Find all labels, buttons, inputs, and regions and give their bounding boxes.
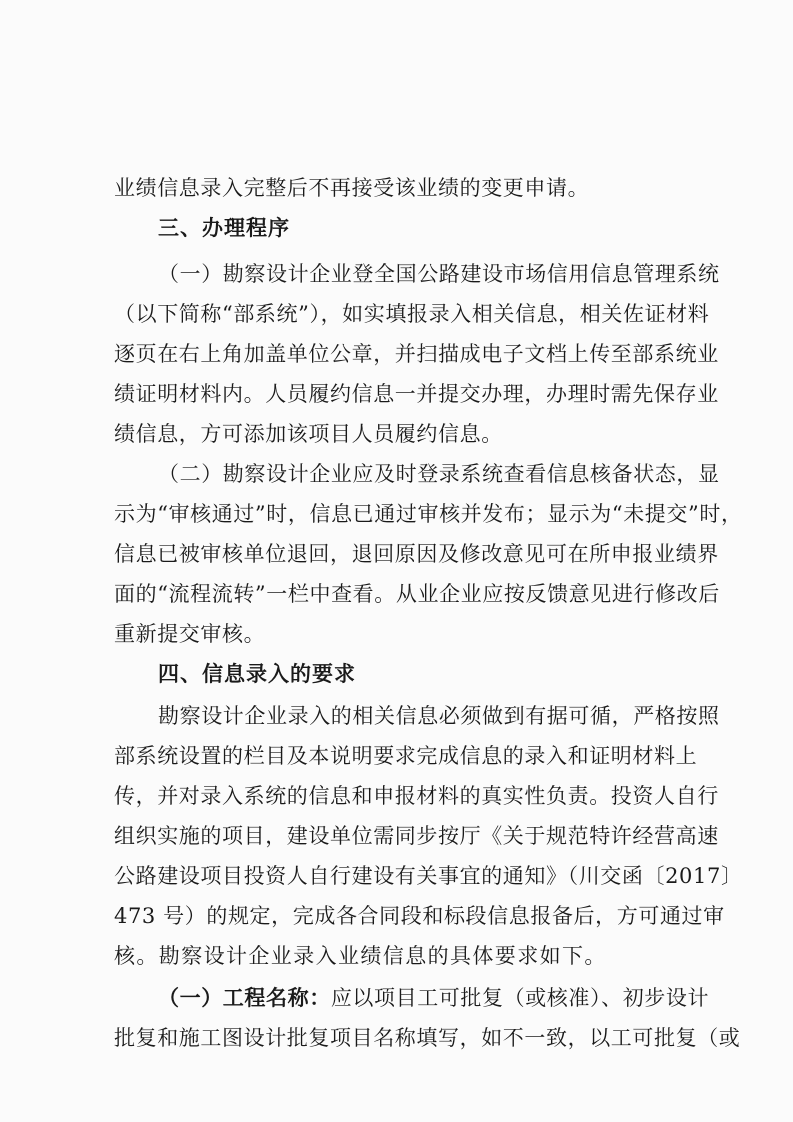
body-line-12: 重新提交审核。: [114, 622, 266, 646]
section-heading-requirements: 四、信息录入的要求: [158, 662, 356, 686]
item-label-project-name: （一）工程名称：: [158, 986, 331, 1010]
body-line-6: 绩证明材料内。人员履约信息一并提交办理，办理时需先保存业: [114, 382, 719, 406]
item-text-project-name: 应以项目工可批复（或核准）、初步设计: [330, 986, 710, 1010]
body-line-18: 公路建设项目投资人自行建设有关事宜的通知》（川交函〔2017〕: [114, 864, 743, 888]
item-line-project-name: [158, 980, 710, 1016]
body-line-9: 示为“审核通过”时，信息已通过审核并发布；显示为“未提交”时，: [114, 502, 743, 526]
body-line-14: 勘察设计企业录入的相关信息必须做到有据可循，严格按照: [158, 704, 720, 728]
body-line-15: 部系统设置的栏目及本说明要求完成信息的录入和证明材料上: [114, 744, 698, 768]
body-line-19: 473 号）的规定，完成各合同段和标段信息报备后，方可通过审: [114, 904, 725, 928]
body-line-1: 业绩信息录入完整后不再接受该业绩的变更申请。: [114, 176, 590, 200]
body-line-22: 批复和施工图设计批复项目名称填写，如不一致，以工可批复（或: [114, 1026, 741, 1050]
body-line-20: 核。勘察设计企业录入业绩信息的具体要求如下。: [114, 944, 606, 968]
body-line-3: （一）勘察设计企业登全国公路建设市场信用信息管理系统: [158, 262, 720, 286]
body-line-16: 传，并对录入系统的信息和申报材料的真实性负责。投资人自行: [114, 784, 719, 808]
body-line-17: 组织实施的项目，建设单位需同步按厅《关于规范特许经营高速: [114, 824, 719, 848]
body-line-11: 面的“流程流转”一栏中查看。从业企业应按反馈意见进行修改后: [114, 582, 720, 606]
body-line-5: 逐页在右上角加盖单位公章，并扫描成电子文档上传至部系统业: [114, 342, 719, 366]
body-line-8: （二）勘察设计企业应及时登录系统查看信息核备状态，显: [158, 462, 720, 486]
body-line-7: 绩信息，方可添加该项目人员履约信息。: [114, 422, 503, 446]
body-line-10: 信息已被审核单位退回，退回原因及修改意见可在所申报业绩界: [114, 542, 719, 566]
section-heading-procedure: 三、办理程序: [158, 216, 290, 240]
body-line-4: （以下简称“部系统”），如实填报录入相关信息，相关佐证材料: [114, 302, 710, 326]
